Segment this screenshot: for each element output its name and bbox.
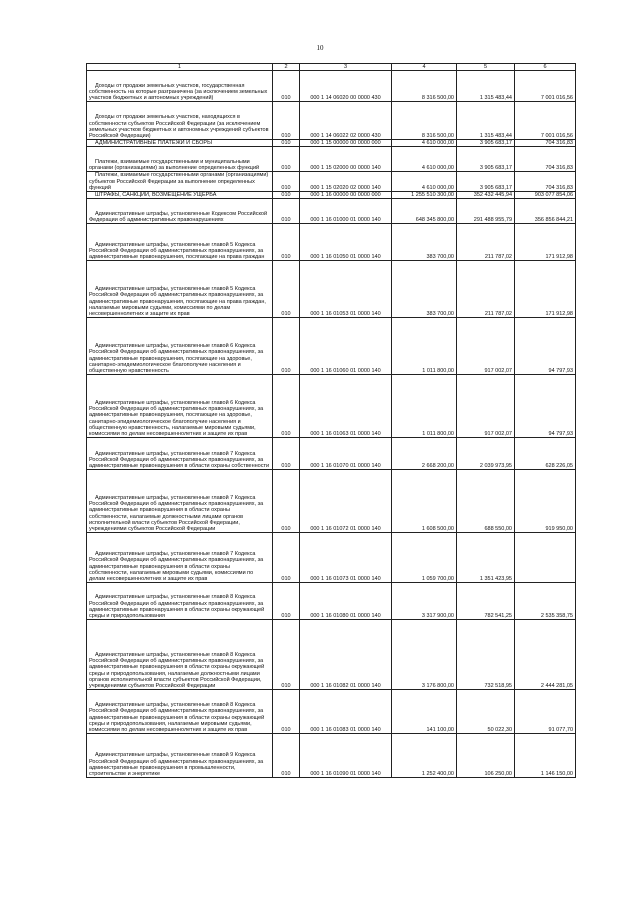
row-plan-cell: 141 100,00 xyxy=(392,690,457,734)
table-row xyxy=(87,147,576,172)
row-rest-cell: 628 226,05 xyxy=(515,438,576,470)
row-kbk-cell: 000 1 16 01072 01 0000 140 xyxy=(300,470,392,533)
row-code-cell: 010 xyxy=(273,690,300,734)
row-fact-cell: 352 432 445,94 xyxy=(457,192,515,199)
table-row xyxy=(87,140,576,147)
row-fact-cell: 917 002,07 xyxy=(457,375,515,438)
row-kbk-cell: 000 1 16 01082 01 0000 140 xyxy=(300,620,392,690)
row-name-cell: Административные штрафы, установленные главой 5 Кодекса Российской Федерации об административных правонарушениях, за административные правонарушения, посягающие на права граждан, налагаемые мировыми судьями, комиссиями по делам несовершеннолетних и защите их прав xyxy=(87,261,273,318)
row-fact-cell: 3 905 683,17 xyxy=(457,172,515,192)
row-code-cell: 010 xyxy=(273,375,300,438)
row-rest-cell: 91 077,70 xyxy=(515,690,576,734)
row-code-cell: 010 xyxy=(273,71,300,102)
row-fact-cell: 732 518,95 xyxy=(457,620,515,690)
row-name-cell: Доходы от продажи земельных участков, находящихся в собственности субъектов Российской Федерации (за исключением земельных участков бюджетных и автономных учреждений субъектов Российской Федерации) xyxy=(87,102,273,140)
row-code-cell: 010 xyxy=(273,470,300,533)
table-row xyxy=(87,690,576,734)
row-plan-cell: 4 610 000,00 xyxy=(392,140,457,147)
row-name-cell: Административные штрафы, установленные главой 6 Кодекса Российской Федерации об административных правонарушениях, за административные правонарушения, посягающие на здоровье, санитарно-эпидемиологическое благополучие населения и общественную нравственность, налагаемые мировыми судьями, комиссиями по делам несовершеннолетних и защите их прав xyxy=(87,375,273,438)
row-kbk-cell: 000 1 14 06020 00 0000 430 xyxy=(300,71,392,102)
row-fact-cell: 917 002,07 xyxy=(457,318,515,375)
row-fact-cell: 211 787,02 xyxy=(457,224,515,261)
row-plan-cell: 1 011 800,00 xyxy=(392,318,457,375)
row-rest-cell: 94 797,93 xyxy=(515,318,576,375)
row-plan-cell: 2 668 200,00 xyxy=(392,438,457,470)
row-name-cell: Доходы от продажи земельных участков, государственная собственность на которые разграничена (за исключением земельных участков бюджетных и автономных учреждений) xyxy=(87,71,273,102)
row-rest-cell: 7 001 016,56 xyxy=(515,102,576,140)
row-plan-cell: 1 252 400,00 xyxy=(392,734,457,778)
row-code-cell: 010 xyxy=(273,172,300,192)
row-kbk-cell: 000 1 16 01070 01 0000 140 xyxy=(300,438,392,470)
row-code-cell: 010 xyxy=(273,224,300,261)
row-rest-cell xyxy=(515,533,576,583)
table-row xyxy=(87,375,576,438)
row-code-cell: 010 xyxy=(273,199,300,224)
row-kbk-cell: 000 1 16 01050 01 0000 140 xyxy=(300,224,392,261)
row-fact-cell: 2 039 973,95 xyxy=(457,438,515,470)
table-row xyxy=(87,533,576,583)
row-plan-cell: 1 255 510 300,00 xyxy=(392,192,457,199)
row-code-cell: 010 xyxy=(273,583,300,620)
row-rest-cell: 94 797,93 xyxy=(515,375,576,438)
row-rest-cell: 2 444 281,05 xyxy=(515,620,576,690)
row-name-cell: Административные штрафы, установленные главой 7 Кодекса Российской Федерации об административных правонарушениях, за административные правонарушения в области охраны собственности, налагаемые должностными лицами органов исполнительной власти субъектов Российской Федерации, учреждениями субъектов Российской Федерации xyxy=(87,470,273,533)
row-fact-cell: 688 550,00 xyxy=(457,470,515,533)
row-kbk-cell: 000 1 15 00000 00 0000 000 xyxy=(300,140,392,147)
row-code-cell: 010 xyxy=(273,318,300,375)
row-code-cell: 010 xyxy=(273,102,300,140)
row-name-cell: Административные штрафы, установленные главой 5 Кодекса Российской Федерации об административных правонарушениях, за административные правонарушения, посягающие на права граждан xyxy=(87,224,273,261)
row-plan-cell: 3 176 800,00 xyxy=(392,620,457,690)
row-fact-cell: 291 488 955,79 xyxy=(457,199,515,224)
row-rest-cell: 704 316,83 xyxy=(515,140,576,147)
table-row xyxy=(87,102,576,140)
table-row xyxy=(87,620,576,690)
table-row xyxy=(87,583,576,620)
table-row xyxy=(87,261,576,318)
row-kbk-cell: 000 1 14 06022 02 0000 430 xyxy=(300,102,392,140)
row-code-cell: 010 xyxy=(273,147,300,172)
row-code-cell: 010 xyxy=(273,192,300,199)
row-kbk-cell: 000 1 16 01000 01 0000 140 xyxy=(300,199,392,224)
row-kbk-cell: 000 1 16 01073 01 0000 140 xyxy=(300,533,392,583)
row-rest-cell: 2 535 358,75 xyxy=(515,583,576,620)
table-row xyxy=(87,438,576,470)
row-rest-cell: 171 912,98 xyxy=(515,224,576,261)
row-name-cell: АДМИНИСТРАТИВНЫЕ ПЛАТЕЖИ И СБОРЫ xyxy=(87,140,273,147)
table-row xyxy=(87,199,576,224)
row-kbk-cell: 000 1 15 02020 02 0000 140 xyxy=(300,172,392,192)
table-row xyxy=(87,318,576,375)
row-plan-cell: 4 610 000,00 xyxy=(392,172,457,192)
row-plan-cell: 1 011 800,00 xyxy=(392,375,457,438)
table-row xyxy=(87,172,576,192)
row-name-cell: Административные штрафы, установленные главой 6 Кодекса Российской Федерации об административных правонарушениях, за административные правонарушения, посягающие на здоровье, санитарно-эпидемиологическое благополучие населения и общественную нравственность xyxy=(87,318,273,375)
row-fact-cell: 106 250,00 xyxy=(457,734,515,778)
row-rest-cell: 1 146 150,00 xyxy=(515,734,576,778)
row-name-cell: Платежи, взимаемые государственными органами (организациями) субъектов Российской Федерации за выполнение определенных функций xyxy=(87,172,273,192)
row-kbk-cell: 000 1 16 01090 01 0000 140 xyxy=(300,734,392,778)
column-header: 5 xyxy=(457,64,515,71)
row-kbk-cell: 000 1 16 01080 01 0000 140 xyxy=(300,583,392,620)
column-header: 1 xyxy=(87,64,273,71)
row-kbk-cell: 000 1 16 01053 01 0000 140 xyxy=(300,261,392,318)
row-name-cell: Административные штрафы, установленные главой 8 Кодекса Российской Федерации об административных правонарушениях, за административные правонарушения в области охраны окружающей среды и природопользования xyxy=(87,583,273,620)
row-code-cell: 010 xyxy=(273,261,300,318)
table-row xyxy=(87,71,576,102)
row-rest-cell: 919 950,00 xyxy=(515,470,576,533)
row-rest-cell: 903 077 854,06 xyxy=(515,192,576,199)
row-code-cell: 010 xyxy=(273,438,300,470)
row-rest-cell: 704 316,83 xyxy=(515,172,576,192)
row-name-cell: ШТРАФЫ, САНКЦИИ, ВОЗМЕЩЕНИЕ УЩЕРБА xyxy=(87,192,273,199)
row-fact-cell: 3 905 683,17 xyxy=(457,140,515,147)
row-code-cell: 010 xyxy=(273,533,300,583)
row-code-cell: 010 xyxy=(273,620,300,690)
row-code-cell: 010 xyxy=(273,140,300,147)
row-name-cell: Административные штрафы, установленные главой 8 Кодекса Российской Федерации об административных правонарушениях, за административные правонарушения в области охраны окружающей среды и природопользования, налагаемые мировыми судьями, комиссиями по делам несовершеннолетних и защите их прав xyxy=(87,690,273,734)
row-plan-cell: 4 610 000,00 xyxy=(392,147,457,172)
row-kbk-cell: 000 1 16 01063 01 0000 140 xyxy=(300,375,392,438)
row-kbk-cell: 000 1 16 00000 00 0000 000 xyxy=(300,192,392,199)
table-row xyxy=(87,734,576,778)
row-rest-cell: 171 912,98 xyxy=(515,261,576,318)
column-header: 3 xyxy=(300,64,392,71)
row-name-cell: Административные штрафы, установленные главой 7 Кодекса Российской Федерации об административных правонарушениях, за административные правонарушения в области охраны собственности xyxy=(87,438,273,470)
row-code-cell: 010 xyxy=(273,734,300,778)
row-plan-cell: 1 059 700,00 xyxy=(392,533,457,583)
row-name-cell: Административные штрафы, установленные главой 8 Кодекса Российской Федерации об административных правонарушениях, за административные правонарушения в области охраны окружающей среды и природопользования, налагаемые должностными лицами органов исполнительной власти субъектов Российской Федерации, учреждениями субъектов Российской Федерации xyxy=(87,620,273,690)
column-header: 6 xyxy=(515,64,576,71)
row-plan-cell: 8 316 500,00 xyxy=(392,102,457,140)
row-plan-cell: 383 700,00 xyxy=(392,224,457,261)
row-rest-cell: 704 316,83 xyxy=(515,147,576,172)
row-name-cell: Административные штрафы, установленные главой 7 Кодекса Российской Федерации об административных правонарушениях, за административные правонарушения в области охраны собственности, налагаемые мировыми судьями, комиссиями по делам несовершеннолетних и защите их прав xyxy=(87,533,273,583)
row-plan-cell: 1 608 500,00 xyxy=(392,470,457,533)
row-kbk-cell: 000 1 16 01060 01 0000 140 xyxy=(300,318,392,375)
row-fact-cell: 782 541,25 xyxy=(457,583,515,620)
row-rest-cell: 356 856 844,21 xyxy=(515,199,576,224)
row-plan-cell: 3 317 900,00 xyxy=(392,583,457,620)
row-fact-cell: 3 905 683,17 xyxy=(457,147,515,172)
row-name-cell: Административные штрафы, установленные главой 9 Кодекса Российской Федерации об административных правонарушениях, за административные правонарушения в промышленности, строительстве и энергетике xyxy=(87,734,273,778)
column-header: 2 xyxy=(273,64,300,71)
row-fact-cell: 1 351 423,95 xyxy=(457,533,515,583)
row-rest-cell: 7 001 016,56 xyxy=(515,71,576,102)
row-kbk-cell: 000 1 16 01083 01 0000 140 xyxy=(300,690,392,734)
page-number: 10 xyxy=(316,44,324,52)
column-number-row xyxy=(87,64,576,71)
row-plan-cell: 383 700,00 xyxy=(392,261,457,318)
row-fact-cell: 50 022,30 xyxy=(457,690,515,734)
table-row xyxy=(87,470,576,533)
row-name-cell: Платежи, взимаемые государственными и муниципальными органами (организациями) за выполнение определенных функций xyxy=(87,147,273,172)
column-header: 4 xyxy=(392,64,457,71)
budget-execution-table xyxy=(86,63,576,778)
row-plan-cell: 648 345 800,00 xyxy=(392,199,457,224)
table-row xyxy=(87,192,576,199)
row-fact-cell: 211 787,02 xyxy=(457,261,515,318)
row-fact-cell: 1 315 483,44 xyxy=(457,102,515,140)
row-name-cell: Административные штрафы, установленные Кодексом Российской Федерации об административных правонарушениях xyxy=(87,199,273,224)
row-plan-cell: 8 316 500,00 xyxy=(392,71,457,102)
row-kbk-cell: 000 1 15 02000 00 0000 140 xyxy=(300,147,392,172)
row-fact-cell: 1 315 483,44 xyxy=(457,71,515,102)
table-row xyxy=(87,224,576,261)
